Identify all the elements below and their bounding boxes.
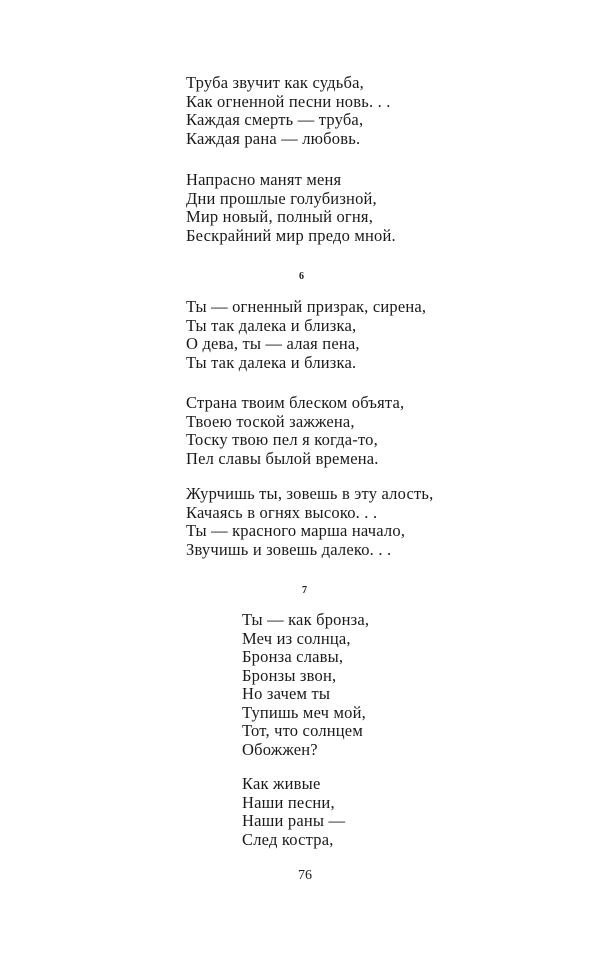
page-number: 76 (298, 868, 312, 883)
stanza (186, 298, 426, 372)
poem-line: Труба звучит как судьба, (186, 73, 364, 92)
poem-line: Меч из солнца, (242, 628, 351, 648)
poem-line: Бронза славы, (242, 647, 344, 666)
stanza (186, 485, 433, 559)
poem-line: Ты — красного марша начало, (186, 521, 406, 540)
stanza (186, 74, 391, 148)
poem-line: Ты так далека и близка. (186, 352, 357, 372)
stanza (242, 611, 369, 759)
poem-line: Тупишь меч мой, (242, 702, 366, 722)
poem-line: Напрасно манят меня (186, 170, 342, 189)
section-number: 7 (302, 585, 307, 596)
poem-line: Тоску твою пел я когда-то, (186, 430, 378, 449)
poem-line: Качаясь в огнях высоко. . . (186, 502, 378, 522)
poem-line: Страна твоим блеском объята, (186, 393, 405, 412)
poem-line: Ты — огненный призрак, сирена, (186, 297, 427, 316)
poem-line: Звучишь и зовешь далеко. . . (186, 539, 392, 559)
poem-line: Бескрайний мир предо мной. (186, 225, 396, 245)
poem-line: Каждая рана — любовь. (186, 128, 361, 148)
poem-line: Каждая смерть — труба, (186, 110, 364, 129)
poem-line: След костра, (242, 829, 334, 849)
poem-line: Пел славы былой времена. (186, 448, 379, 468)
section-number: 6 (299, 271, 304, 282)
poem-line: Тот, что солнцем (242, 721, 363, 740)
poem-line: Ты так далека и близка, (186, 315, 357, 335)
stanza (186, 171, 396, 245)
stanza (186, 394, 404, 468)
poem-line: Наши раны — (242, 811, 346, 830)
stanza (242, 775, 345, 849)
poem-line: Наши песни, (242, 792, 335, 812)
poem-line: Как живые (242, 774, 321, 793)
poem-line: Ты — как бронза, (242, 610, 370, 629)
poem-line: Бронзы звон, (242, 665, 337, 685)
poem-line: Дни прошлые голубизной, (186, 188, 377, 208)
poem-line: Как огненной песни новь. . . (186, 91, 391, 111)
poem-line: Мир новый, полный огня, (186, 207, 374, 226)
poem-line: Журчишь ты, зовешь в эту алость, (186, 484, 434, 503)
poem-line: Обожжен? (242, 739, 318, 759)
poem-line: Но зачем ты (242, 684, 331, 703)
poem-line: Твоею тоской зажжена, (186, 411, 355, 431)
poem-line: О дева, ты — алая пена, (186, 334, 360, 353)
